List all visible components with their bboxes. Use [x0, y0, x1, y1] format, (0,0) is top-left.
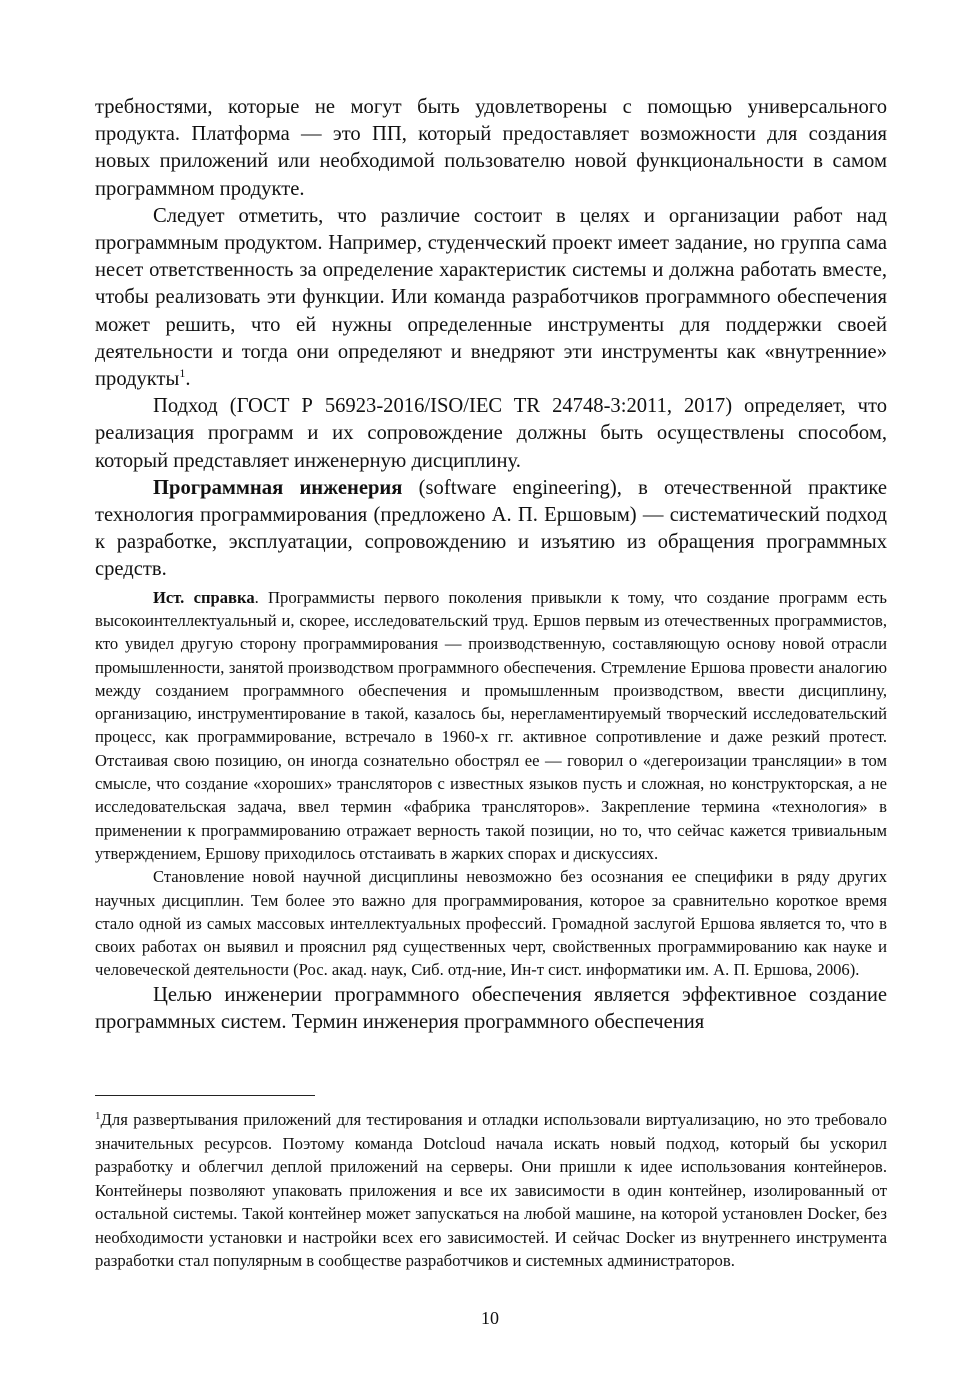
historical-note-text: . Программисты первого поколения привыкли к тому, что создание программ есть высокоинтеллектуальный и, скорее, исследовательский труд. Ершов первым из отечественных программистов, кто увидел другую сторону программирования — производственную, составляющую основу новой отрасли промышленности, занятой производством программного обеспечения. Стремление Ершова провести аналогию между созданием программного обеспечения и промышленным производством, ввести дисциплину, организацию, инструментирование в такой, казалось бы, нерегламентируемый творческий исследовательский процесс, как программирование, встречало в 1960-х гг. активное сопротивление и даже резкий протест. Отстаивая свою позицию, он иногда сознательно обострял ее — говорил о «дегероизации трансляции» в том смысле, что создание «хороших» трансляторов с известных языков пусть и сложная, но конструкторская, а не исследовательская задача, ввел термин «фабрика трансляторов». Закрепление термина «технология» в применении к программированию отражает верность такой позиции, но то, что сейчас кажется тривиальным утверждением, Ершову приходилось отстаивать в жарких спорах и дискуссиях.	[95, 587, 887, 863]
page-body	[95, 94, 887, 1036]
main-text-continued	[95, 982, 887, 1036]
historical-note-label: Ист. справка	[153, 587, 255, 607]
footnote-reference[interactable]: 1	[179, 366, 186, 381]
paragraph-5: Целью инженерии программного обеспечения является эффективное создание программных систем. Термин инженерия программного обеспечения	[95, 983, 887, 1033]
paragraph-4-text: (software engineering), в отечественной практике технология программирования (предложено А. П. Ершовым) — систематический подход к разработке, эксплуатации, сопровождению и изъятию из обращения программных средств.	[95, 476, 887, 581]
footnote-text: Для развертывания приложений для тестирования и отладки использовали виртуализацию, но это требовало значительных ресурсов. Поэтому команда Dotcloud начала искать новый подход, который бы ускорил разработку и облегчил деплой приложений на серверы. Они пришли к идее использования контейнеров. Контейнеры позволяют упаковать приложения и все их зависимости в один контейнер, изолированный от остальной системы. Такой контейнер может запускаться на любой машине, на которой установлен Docker, без необходимости установки и настройки всех его зависимостей. И сейчас Docker из внутреннего инструмента разработки стал популярным в сообществе разработчиков и системных администраторов.	[95, 1110, 887, 1270]
paragraph-2	[95, 203, 887, 393]
footnote-divider	[95, 1095, 315, 1096]
page-number: 10	[481, 1308, 499, 1328]
historical-note-paragraph-2: Становление новой научной дисциплины невозможно без осознания ее специфики в ряду других научных дисциплин. Тем более это важно для программирования, которое за сравнительно короткое время стало одной из самых массовых интеллектуальных профессий. Громадной заслугой Ершова является то, что в своих работах он выявил и прояснил ряд существенных черт, свойственных программированию как науке и человеческой деятельности (Рос. акад. наук, Сиб. отд-ние, Ин-т сист. информатики им. А. П. Ершова, 2006).	[95, 867, 887, 980]
historical-note-paragraph	[95, 586, 887, 866]
main-text	[95, 94, 887, 584]
footnote-mark: 1	[95, 1110, 101, 1122]
footnote	[95, 1108, 887, 1273]
paragraph-3: Подход (ГОСТ Р 56923-2016/ISO/IEC TR 24748-3:2011, 2017) определяет, что реализация программ и их сопровождение должны быть осуществлены способом, который представляет инженерную дисциплину.	[95, 395, 887, 472]
paragraph-1: требностями, которые не могут быть удовлетворены с помощью универсального продукта. Платформа — это ПП, который предоставляет возможности для создания новых приложений или необходимой пользователю новой функциональности в самом программном продукте.	[95, 96, 887, 200]
historical-note	[95, 586, 887, 982]
paragraph-4	[95, 475, 887, 584]
paragraph-2-text: Следует отметить, что различие состоит в целях и организации работ над программным продуктом. Например, студенческий проект имеет задание, но группа сама несет ответственность за определение характеристик системы и должна работать вместе, чтобы реализовать эти функции. Или команда разработчиков программного обеспечения может решить, что ей нужны определенные инструменты для поддержки своей деятельности и тогда они определяют и внедряют эти инструменты как «внутренние» продукты	[95, 204, 887, 391]
paragraph-2-end: .	[185, 368, 191, 391]
term-software-engineering: Программная инженерия	[153, 476, 403, 499]
